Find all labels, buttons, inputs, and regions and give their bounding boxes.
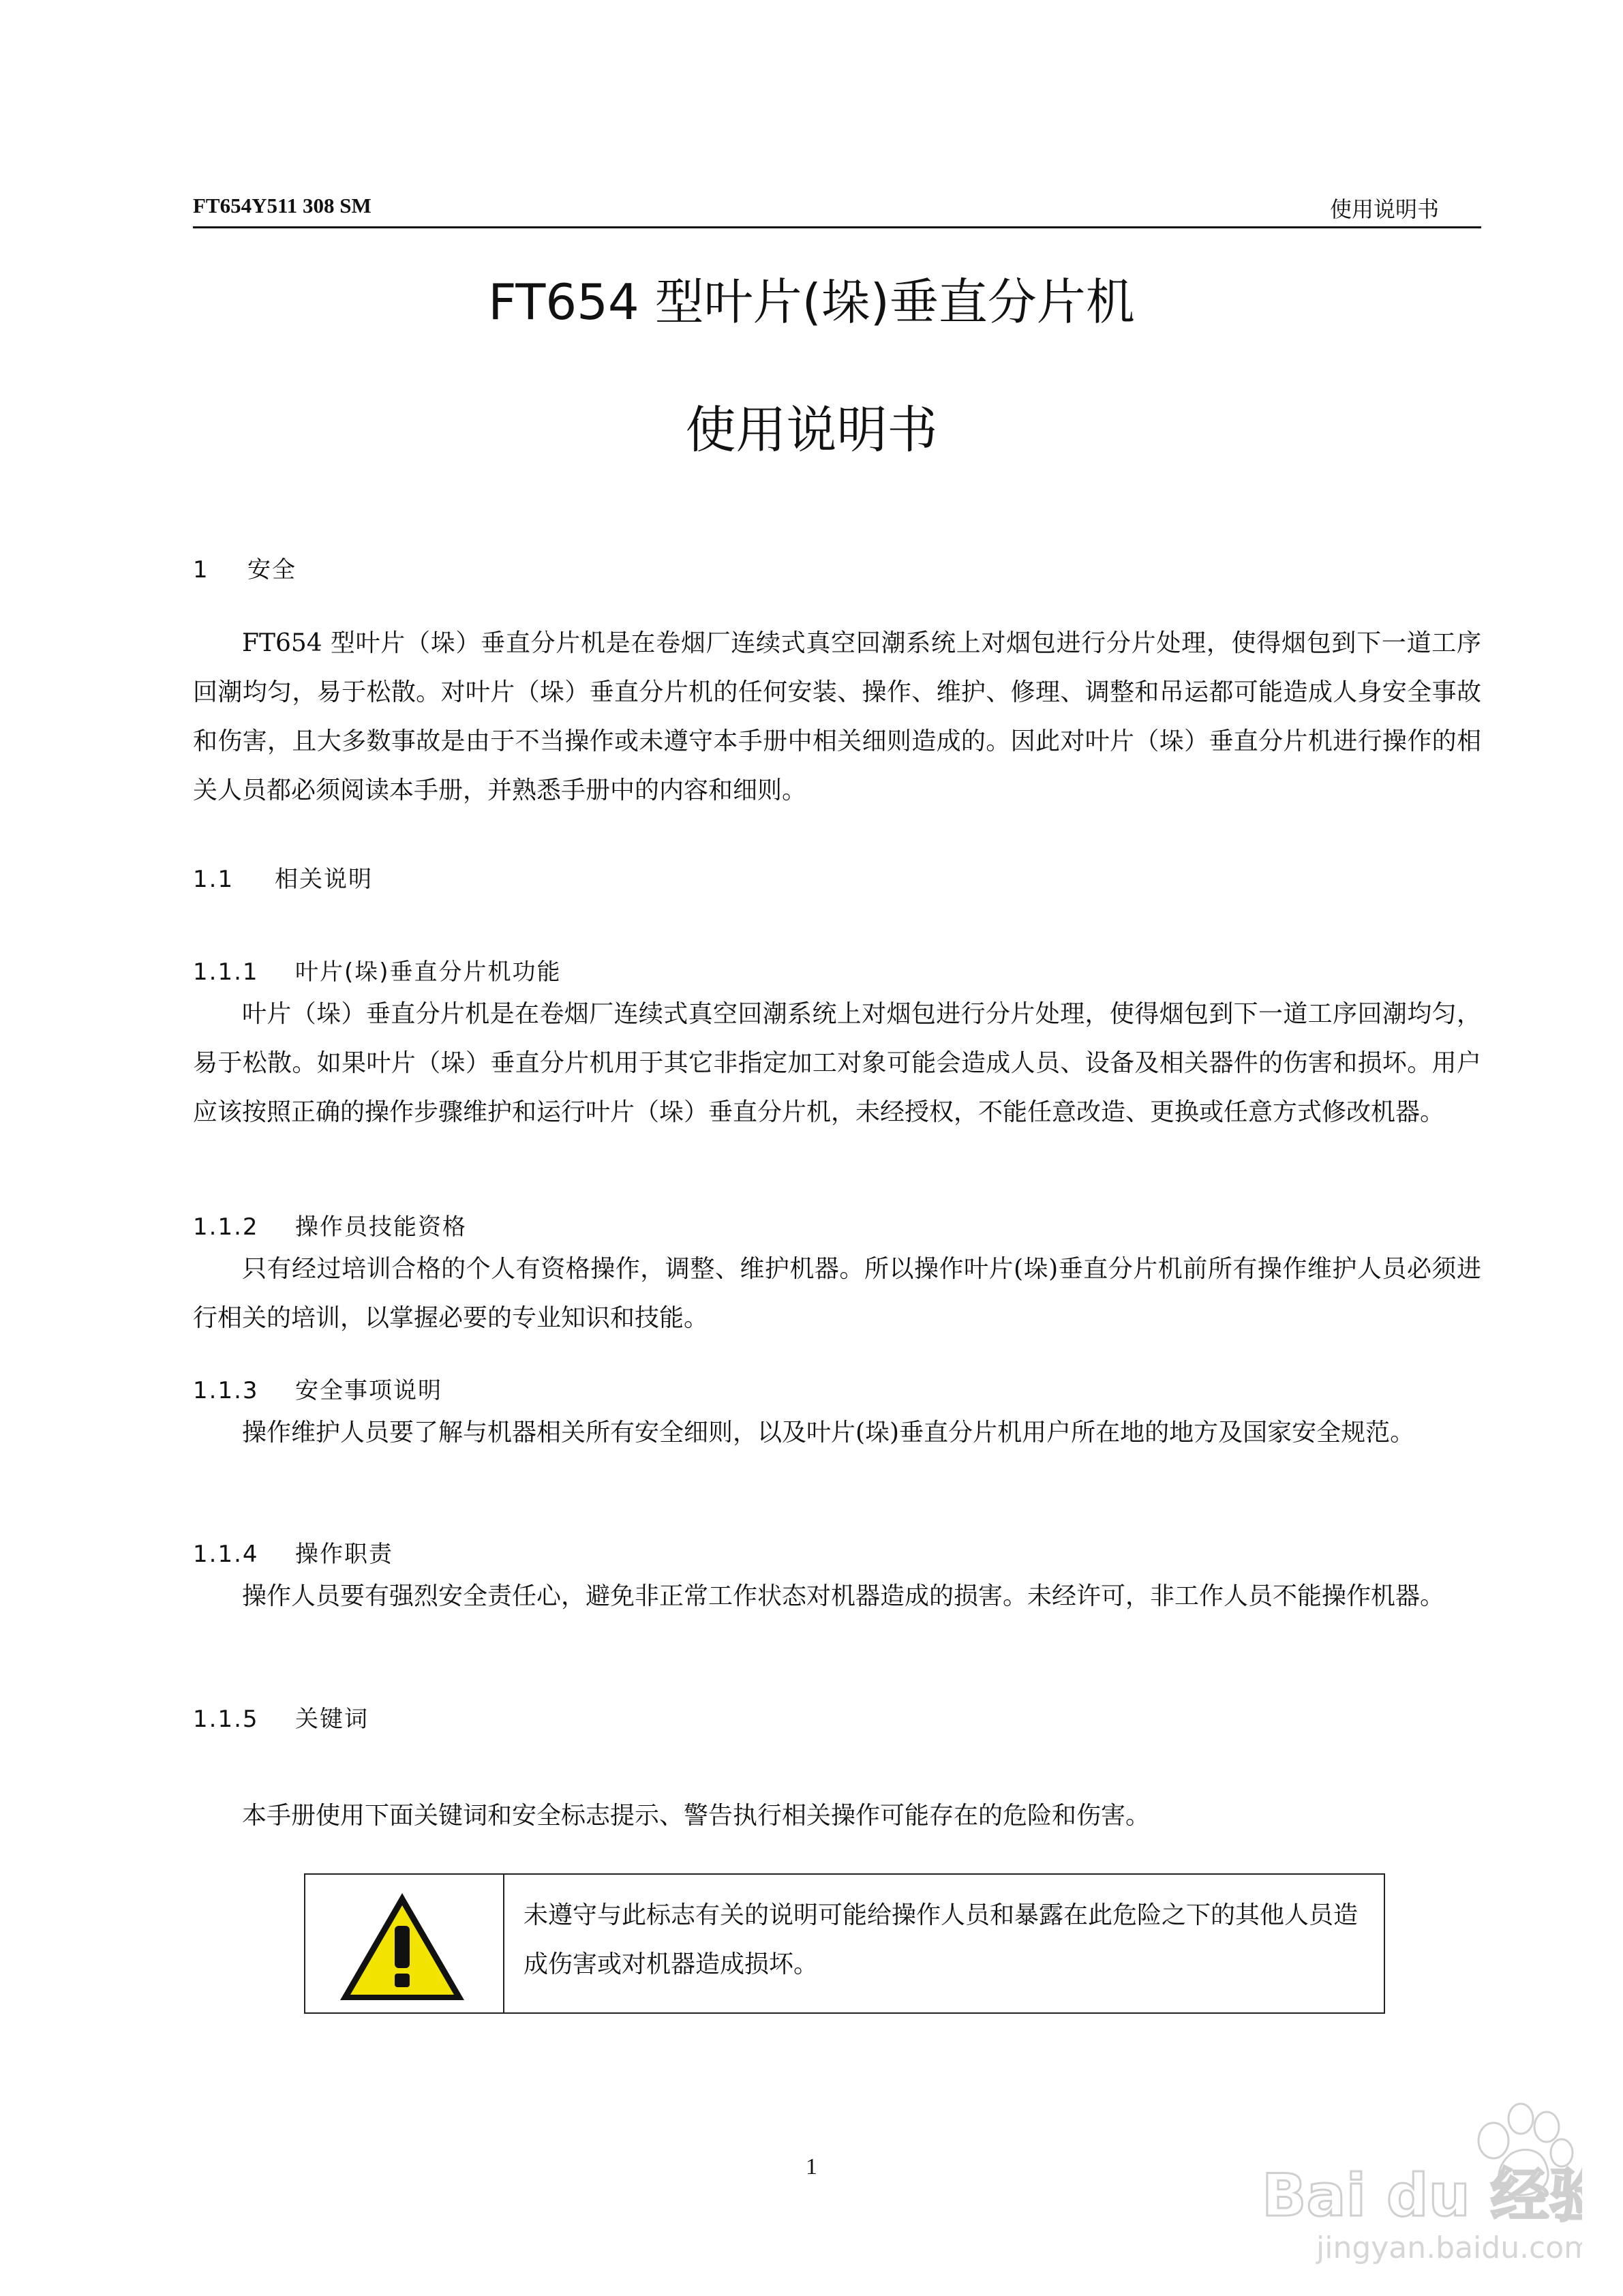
- doc-subtitle: 使用说明书: [685, 401, 938, 459]
- section-heading-1: [193, 551, 297, 584]
- section-heading-1-1-2: [193, 1208, 467, 1241]
- section-number: 1.1.5: [193, 1706, 259, 1733]
- page-number: 1: [806, 2154, 817, 2179]
- section-1-1-1-body: [193, 990, 1481, 1137]
- section-title: 相关说明: [275, 866, 373, 893]
- section-title: 操作职责: [295, 1541, 393, 1568]
- warning-triangle-icon: [337, 1890, 467, 2003]
- section-number: 1.1.4: [193, 1541, 259, 1568]
- header-divider: [193, 226, 1481, 228]
- section-1-intro: [193, 619, 1481, 815]
- section-heading-1-1-5: [193, 1700, 369, 1734]
- section-title: 关键词: [295, 1706, 369, 1733]
- section-number: 1.1.1: [193, 958, 259, 986]
- warning-divider: [503, 1873, 504, 2012]
- section-title: 安全: [247, 556, 297, 584]
- watermark-brand: Bai du 经验: [1262, 2162, 1582, 2230]
- warning-text: 未遵守与此标志有关的说明可能给操作人员和暴露在此危险之下的其他人员造成伤害或对机器造成损坏。: [524, 1901, 1359, 1978]
- section-title: 操作员技能资格: [295, 1213, 467, 1241]
- watermark-url: jingyan.baidu.com: [1316, 2231, 1582, 2265]
- paragraph: FT654 型叶片（垛）垂直分片机是在卷烟厂连续式真空回潮系统上对烟包进行分片处理，使得烟包到下一道工序回潮均匀，易于松散。对叶片（垛）垂直分片机的任何安装、操作、维护、修理、调整和吊运都可能造成人身安全事故和伤害，且大多数事故是由于不当操作或未遵守本手册中相关细则造成的。因此对叶片（垛）垂直分片机进行操作的相关人员都必须阅读本手册，并熟悉手册中的内容和细则。: [193, 629, 1481, 804]
- section-number: 1.1.3: [193, 1377, 259, 1404]
- section-title: 安全事项说明: [295, 1377, 442, 1404]
- section-number: 1.1.2: [193, 1213, 259, 1241]
- doc-code: FT654Y511 308 SM: [193, 194, 371, 217]
- section-1-1-4-body: [193, 1572, 1481, 1621]
- paragraph: 操作人员要有强烈安全责任心，避免非正常工作状态对机器造成的损害。未经许可，非工作人员不能操作机器。: [242, 1582, 1445, 1610]
- paragraph: 操作维护人员要了解与机器相关所有安全细则，以及叶片(垛)垂直分片机用户所在地的地方及国家安全规范。: [242, 1419, 1415, 1447]
- section-number: 1.1: [193, 866, 234, 893]
- doc-title: FT654 型叶片(垛)垂直分片机: [488, 273, 1135, 331]
- section-1-1-3-body: [193, 1408, 1481, 1457]
- section-1-1-2-body: [193, 1245, 1481, 1343]
- section-heading-1-1-3: [193, 1372, 442, 1405]
- section-heading-1-1-4: [193, 1535, 393, 1569]
- section-heading-1-1-1: [193, 953, 562, 986]
- section-1-1-5-body: [193, 1792, 1481, 1841]
- paragraph: 叶片（垛）垂直分片机是在卷烟厂连续式真空回潮系统上对烟包进行分片处理，使得烟包到下一道工序回潮均匀，易于松散。如果叶片（垛）垂直分片机用于其它非指定加工对象可能会造成人员、设备及相关器件的伤害和损坏。用户应该按照正确的操作步骤维护和运行叶片（垛）垂直分片机，未经授权，不能任意改造、更换或任意方式修改机器。: [193, 1000, 1481, 1126]
- section-number: 1: [193, 556, 209, 584]
- baidu-jingyan-watermark: [1200, 2079, 1582, 2284]
- paragraph: 只有经过培训合格的个人有资格操作，调整、维护机器。所以操作叶片(垛)垂直分片机前所有操作维护人员必须进行相关的培训，以掌握必要的专业知识和技能。: [193, 1255, 1481, 1332]
- section-heading-1-1: [193, 860, 373, 894]
- section-title: 叶片(垛)垂直分片机功能: [295, 958, 562, 986]
- doc-type: 使用说明书: [1329, 196, 1439, 222]
- paragraph: 本手册使用下面关键词和安全标志提示、警告执行相关操作可能存在的危险和伤害。: [242, 1802, 1151, 1830]
